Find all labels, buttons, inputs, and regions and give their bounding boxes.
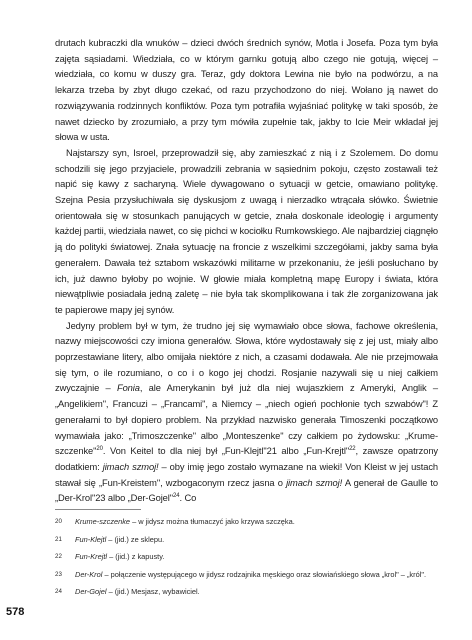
footnote-number: 21 xyxy=(55,535,62,543)
footnote-number: 20 xyxy=(55,518,62,525)
footnote-text: – (jid.) z kapusty. xyxy=(109,552,165,561)
footnote-23 xyxy=(55,569,438,580)
paragraph-3: Jedyny problem był w tym, że trudno jej się wymawiało obce słowa, fachowe określenia, nazwy miejscowości czy imiona generałów. Słowa, które wydostawały się z jej ust, miały albo poprzestawiane litery, albo omijała niektóre z nich, a czasami dodawała. Ale nie przejmowała się tym, o ile rozumiano, o co i o kogo jej chodzi. Rosjanie nazywali się u niej całkiem zwyczajnie – Fonia, ale Amerykanin był już dla niej wujaszkiem z Ameryki, Anglik – „Angelikiem", Francuzi – „Francami", a Niemcy – „niech ogień pochłonie tych szwabów"! Z generałami to był dopiero problem. Na przykład nazwisko generała Timoszenki początkowo wymawiała jako: „Trimoszczenke" albo „Monteszenke" czy całkiem po żydowsku: „Krume-szczenke"$^{20}$. Von Keitel to dla niej był „Fun-Klejtl"21 albo „Fun-Krejtl"$^{22}$, zawsze opatrzony dodatkiem: jimach szmoj! – oby imię jego zostało wymazane na wieki! Von Kleist w jej ustach stawał się „Fun-Kreistem", wzbogaconym rzecz jasna o jimach szmoj! A generał de Gaulle to „Der-Krol"23 albo „Der-Gojel"$^{24}$. Co xyxy=(55,320,439,504)
footnote-text: – (jid.) ze sklepu. xyxy=(108,534,165,544)
footnote-term: Der-Gojel xyxy=(75,587,107,596)
footnote-term: Fun-Krejtl xyxy=(75,552,108,561)
footnote-ref: 20 xyxy=(96,446,103,453)
footnote-separator xyxy=(55,509,141,510)
footnote-21 xyxy=(55,534,438,545)
italic-phrase: jimach szmoj! xyxy=(286,477,343,488)
page-number: 578 xyxy=(6,606,25,618)
footnote-term: Krume-szczenke xyxy=(75,517,131,526)
footnote-number: 24 xyxy=(55,588,62,595)
footnote-text: – w jidysz można tłumaczyć jako krzywa szczęka. xyxy=(132,517,295,526)
footnote-ref: 22 xyxy=(349,446,356,453)
footnote-text: – (jid.) Mesjasz, wybawiciel. xyxy=(108,587,200,596)
footnote-22 xyxy=(55,551,438,562)
footnote-20 xyxy=(55,516,438,527)
footnote-text: – połączenie występującego w jidysz rodzajnika męskiego oraz słowiańskiego słowa „krol" – „król". xyxy=(104,569,426,579)
main-text xyxy=(55,36,438,507)
paragraph-1: drutach kubraczki dla wnuków – dzieci dwóch średnich synów, Motla i Josefa. Poza tym była zajęta sąsiadami. Wiedziała, co w którym garnku gotują albo czego nie gotują, więcej – wiedziała, co komu w duszy gra. Teraz, gdy doktora Lewina nie było na podwórzu, a na lekarza trzeba by zbyt długo czekać, od razu przychodzono do niej. Wołano ją nawet do rozwiązywania rodzinnych konfliktów. Poza tym potrafiła wyjaśniać politykę w taki sposób, że nawet dziecko by zrozumiało, a przy tym mówiła zupełnie tak, jakby to Icie Meir wkładał jej słowa w usta. xyxy=(55,38,438,143)
footnote-ref: 24 xyxy=(172,493,180,500)
footnote-number: 23 xyxy=(55,570,62,578)
footnote-24 xyxy=(55,586,438,597)
paragraph-2: Najstarszy syn, Isroel, przeprowadził się, aby zamieszkać z nią i z Szolemem. Do domu schodzili się jego przyjaciele, prowadzili zebrania w sąsiednim pokoju, często zostawali też napić się kawy z sacharyną. Wiele dywagowano o sytuacji w getcie, omawiano politykę. Szejna Pesia przysłuchiwała się dyskusjom z uwagą i nierzadko wtrącała słówko. Świetnie orientowała się w stosunkach panujących w getcie, znała doskonale ideologię i argumenty każdej partii, wiedziała nawet, co się pichci w kociołku Rumkowskiego. Ale najbardziej ciągnęło ją do polityki światowej. Znała sytuację na froncie z wszelkimi szczegółami, jakby sama była generałem. Dawała też sztabom wskazówki militarne w przekonaniu, że jeśli posłuchano by ich, już dawno byłoby po wojnie. W głowie miała kompletną mapę Europy i świata, która niewątpliwie posiadała jedną zaletę – nie była tak skomplikowana i tak źle zorganizowana jak te papierowe mapy jej synów. xyxy=(55,147,438,315)
footnote-term: Fun-Klejtl xyxy=(75,534,107,544)
footnote-number: 22 xyxy=(55,553,62,560)
footnotes xyxy=(55,516,438,604)
footnote-term: Der-Krol xyxy=(75,569,103,579)
italic-phrase: jimach szmoj! xyxy=(102,461,159,472)
italic-phrase: Fonia xyxy=(116,383,140,394)
